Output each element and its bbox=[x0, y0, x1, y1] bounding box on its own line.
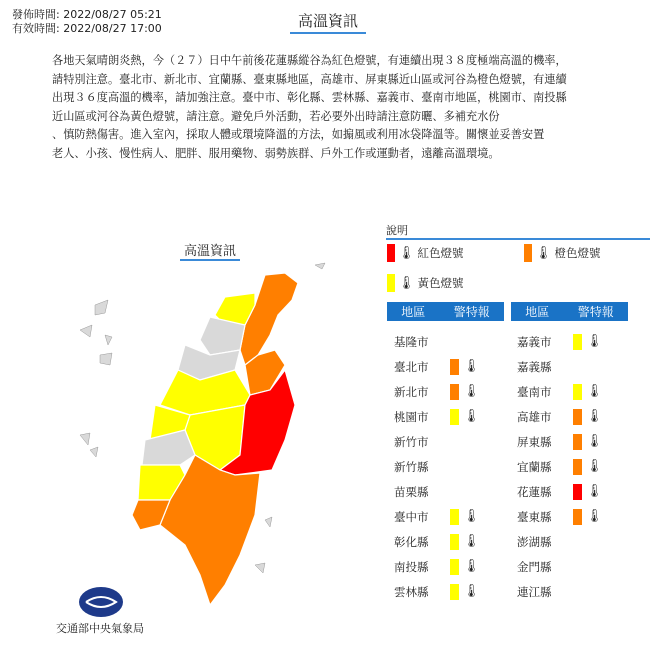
alert-swatch bbox=[450, 534, 459, 550]
description-line: 各地天氣晴朗炎熱，今（２７）日中午前後花蓮縣縱谷為紅色燈號，有連續出現３８度極端高溫的機率， bbox=[52, 54, 567, 67]
region-name: 新北市 bbox=[394, 384, 429, 399]
alert-swatch bbox=[450, 559, 459, 575]
region-name: 桃園市 bbox=[394, 409, 429, 424]
region-name: 金門縣 bbox=[517, 559, 552, 574]
thermometer-icon: 🌡 bbox=[463, 584, 480, 599]
legend-title: 說明 bbox=[386, 222, 650, 240]
legend-red: 🌡 紅色燈號 bbox=[387, 244, 464, 262]
alert-swatch bbox=[573, 484, 582, 500]
description-line: 請特別注意。臺北市、新北市、宜蘭縣、臺東縣地區，高雄市、屏東縣近山區或河谷為橙色燈號，有連續 bbox=[52, 72, 567, 86]
table-row bbox=[394, 354, 514, 379]
region-name: 臺南市 bbox=[517, 384, 552, 399]
region-name: 苗栗縣 bbox=[394, 484, 429, 499]
table-row bbox=[394, 329, 514, 354]
region-name: 臺東縣 bbox=[517, 509, 552, 524]
region-yunlin bbox=[142, 430, 195, 465]
thermometer-icon: 🌡 bbox=[535, 245, 552, 261]
region-name: 新竹市 bbox=[394, 434, 429, 449]
legend-orange: 🌡 橙色燈號 bbox=[524, 244, 601, 262]
thermometer-icon: 🌡 bbox=[586, 409, 603, 424]
thermometer-icon: 🌡 bbox=[586, 459, 603, 474]
table-row bbox=[517, 479, 637, 504]
alert-table-right bbox=[517, 329, 637, 604]
region-name: 雲林縣 bbox=[394, 584, 429, 599]
thermometer-icon: 🌡 bbox=[586, 434, 603, 449]
alert-swatch bbox=[573, 434, 582, 450]
agency-name: 交通部中央氣象局 bbox=[56, 622, 144, 635]
table-row bbox=[394, 429, 514, 454]
alert-swatch bbox=[573, 384, 582, 400]
description-line: 、慎防熱傷害。進入室內，採取人體或環境降溫的方法，如搧風或利用冰袋降溫等。關懷並妥善安置 bbox=[52, 128, 545, 141]
table-row bbox=[517, 404, 637, 429]
table-row bbox=[517, 454, 637, 479]
table-row bbox=[517, 329, 637, 354]
table-row bbox=[394, 504, 514, 529]
alert-swatch bbox=[573, 509, 582, 525]
table-row bbox=[394, 379, 514, 404]
alert-swatch bbox=[450, 509, 459, 525]
region-name: 澎湖縣 bbox=[517, 534, 552, 549]
description-line: 老人、小孩、慢性病人、肥胖、服用藥物、弱勢族群、戶外工作或運動者，遠離高溫環境。 bbox=[52, 146, 500, 160]
map-title: 高溫資訊 bbox=[180, 240, 240, 261]
legend-yellow: 🌡 黃色燈號 bbox=[387, 274, 464, 292]
region-name: 嘉義縣 bbox=[517, 359, 552, 374]
thermometer-icon: 🌡 bbox=[463, 509, 480, 524]
thermometer-icon: 🌡 bbox=[463, 559, 480, 574]
table-row bbox=[517, 504, 637, 529]
table-header-right: 地區 警特報 bbox=[511, 302, 628, 321]
table-row bbox=[394, 579, 514, 604]
alert-table-left bbox=[394, 329, 514, 604]
description bbox=[52, 52, 612, 163]
table-row bbox=[394, 529, 514, 554]
description-line: 近山區或河谷為黃色燈號，請注意。避免戶外活動，若必要外出時請注意防曬、多補充水份 bbox=[52, 109, 500, 123]
cwb-logo bbox=[78, 586, 124, 618]
description-line: 出現３６度高溫的機率，請加強注意。臺中市、彰化縣、雲林縣、嘉義市、臺南市地區，桃園市、南投縣 bbox=[52, 91, 567, 104]
valid-time: 有效時間: 2022/08/27 17:00 bbox=[12, 22, 162, 35]
alert-swatch bbox=[450, 359, 459, 375]
alert-swatch bbox=[450, 384, 459, 400]
table-row bbox=[394, 404, 514, 429]
region-name: 彰化縣 bbox=[394, 534, 429, 549]
table-row bbox=[394, 479, 514, 504]
region-name: 連江縣 bbox=[517, 584, 552, 599]
region-name: 嘉義市 bbox=[517, 334, 552, 349]
thermometer-icon: 🌡 bbox=[586, 384, 603, 399]
thermometer-icon: 🌡 bbox=[586, 334, 603, 349]
table-header-left: 地區 警特報 bbox=[387, 302, 504, 321]
table-row bbox=[394, 454, 514, 479]
region-name: 基隆市 bbox=[394, 334, 429, 349]
region-name: 高雄市 bbox=[517, 409, 552, 424]
region-name: 屏東縣 bbox=[517, 434, 552, 449]
taiwan-map bbox=[60, 255, 340, 615]
region-name: 臺中市 bbox=[394, 509, 429, 524]
alert-swatch bbox=[450, 584, 459, 600]
region-name: 花蓮縣 bbox=[517, 484, 552, 499]
table-row bbox=[517, 579, 637, 604]
alert-swatch bbox=[573, 409, 582, 425]
issue-time: 發佈時間: 2022/08/27 05:21 bbox=[12, 8, 162, 21]
thermometer-icon: 🌡 bbox=[463, 384, 480, 399]
alert-swatch bbox=[573, 334, 582, 350]
page-title: 高溫資訊 bbox=[290, 10, 366, 34]
thermometer-icon: 🌡 bbox=[463, 359, 480, 374]
region-name: 宜蘭縣 bbox=[517, 459, 552, 474]
table-row bbox=[517, 429, 637, 454]
thermometer-icon: 🌡 bbox=[398, 245, 415, 261]
thermometer-icon: 🌡 bbox=[398, 275, 415, 291]
table-row bbox=[517, 354, 637, 379]
thermometer-icon: 🌡 bbox=[463, 409, 480, 424]
thermometer-icon: 🌡 bbox=[586, 509, 603, 524]
region-name: 新竹縣 bbox=[394, 459, 429, 474]
region-name: 臺北市 bbox=[394, 359, 429, 374]
table-row bbox=[394, 554, 514, 579]
table-row bbox=[517, 379, 637, 404]
table-row bbox=[517, 554, 637, 579]
alert-swatch bbox=[573, 459, 582, 475]
thermometer-icon: 🌡 bbox=[463, 534, 480, 549]
table-row bbox=[517, 529, 637, 554]
region-name: 南投縣 bbox=[394, 559, 429, 574]
thermometer-icon: 🌡 bbox=[586, 484, 603, 499]
alert-swatch bbox=[450, 409, 459, 425]
